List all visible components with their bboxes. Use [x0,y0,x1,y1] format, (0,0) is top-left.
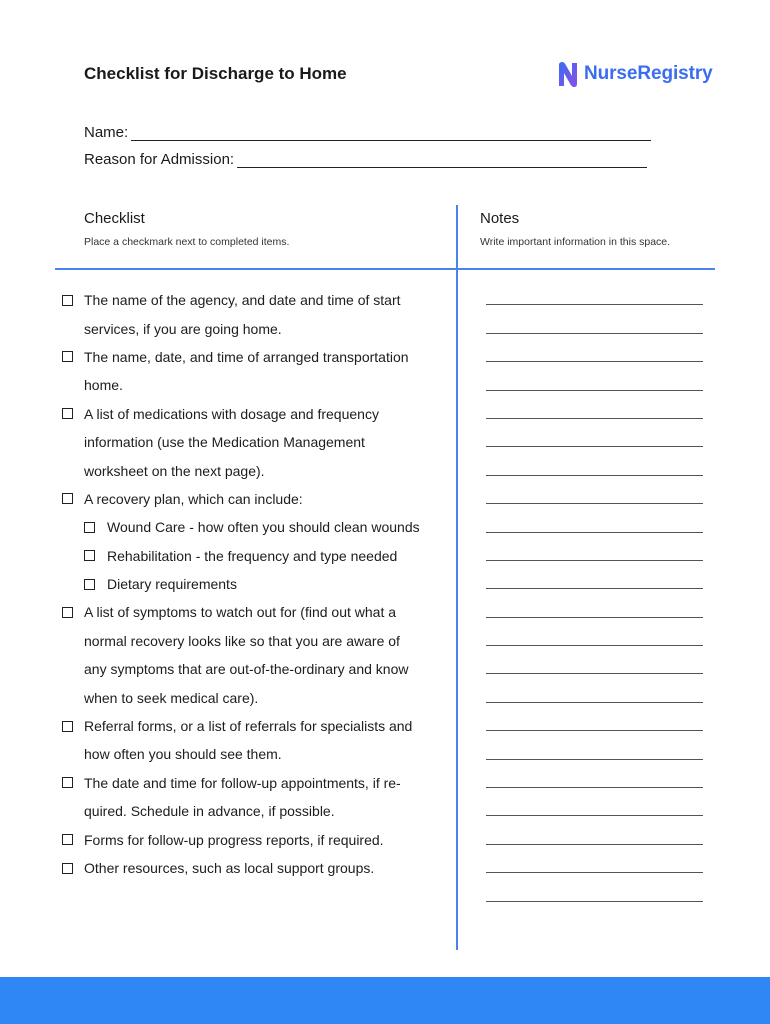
note-blank [486,333,703,334]
note-line[interactable] [486,769,703,797]
checklist-subitem [62,513,442,541]
checklist-item-text: A list of medications with dosage and frequency [84,405,379,422]
note-blank [486,901,703,902]
note-blank [486,503,703,504]
checkbox[interactable] [62,863,73,874]
note-blank [486,759,703,760]
reason-label: Reason for Admission: [84,151,235,168]
note-line[interactable] [486,854,703,882]
checklist-item-text: The date and time for follow-up appointments, if re- [84,774,401,791]
checklist-item [62,343,442,371]
name-blank-line[interactable] [131,126,651,141]
checklist-item [62,598,442,626]
checkbox[interactable] [84,579,95,590]
checkbox[interactable] [84,522,95,533]
checkbox[interactable] [62,607,73,618]
checklist-item-text: worksheet on the next page). [84,462,265,479]
logo-text: NurseRegistry [584,63,713,84]
checklist-item [62,286,442,314]
checkbox[interactable] [62,834,73,845]
checklist-item-text: A recovery plan, which can include: [84,490,303,507]
document-title: Checklist for Discharge to Home [84,64,347,83]
note-line[interactable] [486,343,703,371]
checklist-subheading: Place a checkmark next to completed items. [84,236,290,248]
checkbox[interactable] [62,493,73,504]
checklist-item-text: how often you should see them. [84,746,282,763]
note-line[interactable] [486,797,703,825]
note-blank [486,588,703,589]
checklist-line-continuation [62,627,442,655]
notes-heading: Notes [480,210,520,227]
checklist-line-continuation [62,314,442,342]
checklist-item-text: Forms for follow-up progress reports, if required. [84,831,384,848]
column-divider [456,205,458,950]
nurse-registry-logo-icon [557,60,579,88]
checklist-item-text: Referral forms, or a list of referrals for specialists and [84,718,413,735]
checklist-line-continuation [62,740,442,768]
note-blank [486,787,703,788]
checkbox[interactable] [62,408,73,419]
checklist-item-text: normal recovery looks like so that you are aware of [84,632,400,649]
checklist-item-text: home. [84,377,123,394]
note-line[interactable] [486,400,703,428]
note-blank [486,645,703,646]
checklist-item-text: when to seek medical care). [84,689,259,706]
note-blank [486,872,703,873]
note-line[interactable] [486,712,703,740]
checklist-item-text: any symptoms that are out-of-the-ordinary and know [84,661,409,678]
checklist-item-text: Wound Care - how often you should clean wounds [107,519,420,536]
note-blank [486,673,703,674]
checkbox[interactable] [62,295,73,306]
checkbox[interactable] [62,777,73,788]
footer-bar [0,977,770,1024]
reason-blank-line[interactable] [237,153,647,168]
note-line[interactable] [486,513,703,541]
checklist-item [62,712,442,740]
note-blank [486,702,703,703]
note-blank [486,390,703,391]
checklist-item-text: A list of symptoms to watch out for (find out what a [84,604,397,621]
note-line[interactable] [486,570,703,598]
note-blank [486,844,703,845]
notes-subheading: Write important information in this space. [480,236,671,248]
checkbox[interactable] [62,721,73,732]
name-label: Name: [84,124,129,141]
note-blank [486,815,703,816]
checkbox[interactable] [84,550,95,561]
note-line[interactable] [486,627,703,655]
note-line[interactable] [486,371,703,399]
checklist-item-text: Dietary requirements [107,576,237,593]
checklist-item [62,485,442,513]
note-line[interactable] [486,485,703,513]
checklist-subitem [62,570,442,598]
checklist-item [62,825,442,853]
note-line[interactable] [486,286,703,314]
note-line[interactable] [486,314,703,342]
note-line[interactable] [486,598,703,626]
checklist-item-text: information (use the Medication Management [84,434,365,451]
name-field[interactable] [84,124,651,141]
note-line[interactable] [486,882,703,910]
checklist-items [62,286,442,882]
note-line[interactable] [486,655,703,683]
note-line[interactable] [486,825,703,853]
checklist-line-continuation [62,683,442,711]
header-divider [55,268,715,270]
note-blank [486,418,703,419]
checklist-item-text: The name of the agency, and date and time of start [84,292,401,309]
note-line[interactable] [486,683,703,711]
checklist-item-text: quired. Schedule in advance, if possible. [84,803,335,820]
note-blank [486,617,703,618]
nurse-registry-logo [557,60,713,88]
checklist-item-text: Rehabilitation - the frequency and type needed [107,547,398,564]
reason-field[interactable] [84,151,647,168]
checkbox[interactable] [62,351,73,362]
note-blank [486,446,703,447]
note-line[interactable] [486,456,703,484]
checklist-item [62,854,442,882]
checklist-item [62,769,442,797]
note-line[interactable] [486,428,703,456]
note-line[interactable] [486,542,703,570]
notes-lines [486,286,703,911]
note-line[interactable] [486,740,703,768]
checklist-line-continuation [62,797,442,825]
checklist-item-text: Other resources, such as local support groups. [84,860,375,876]
checklist-line-continuation [62,428,442,456]
note-blank [486,532,703,533]
checklist-item-text: services, if you are going home. [84,320,282,337]
checklist-line-continuation [62,371,442,399]
note-blank [486,560,703,561]
note-blank [486,730,703,731]
checklist-heading: Checklist [84,210,145,227]
note-blank [486,475,703,476]
checklist-subitem [62,542,442,570]
checklist-line-continuation [62,655,442,683]
checklist-item-text: The name, date, and time of arranged transportation [84,348,409,365]
checklist-line-continuation [62,456,442,484]
note-blank [486,361,703,362]
checklist-item [62,400,442,428]
note-blank [486,304,703,305]
